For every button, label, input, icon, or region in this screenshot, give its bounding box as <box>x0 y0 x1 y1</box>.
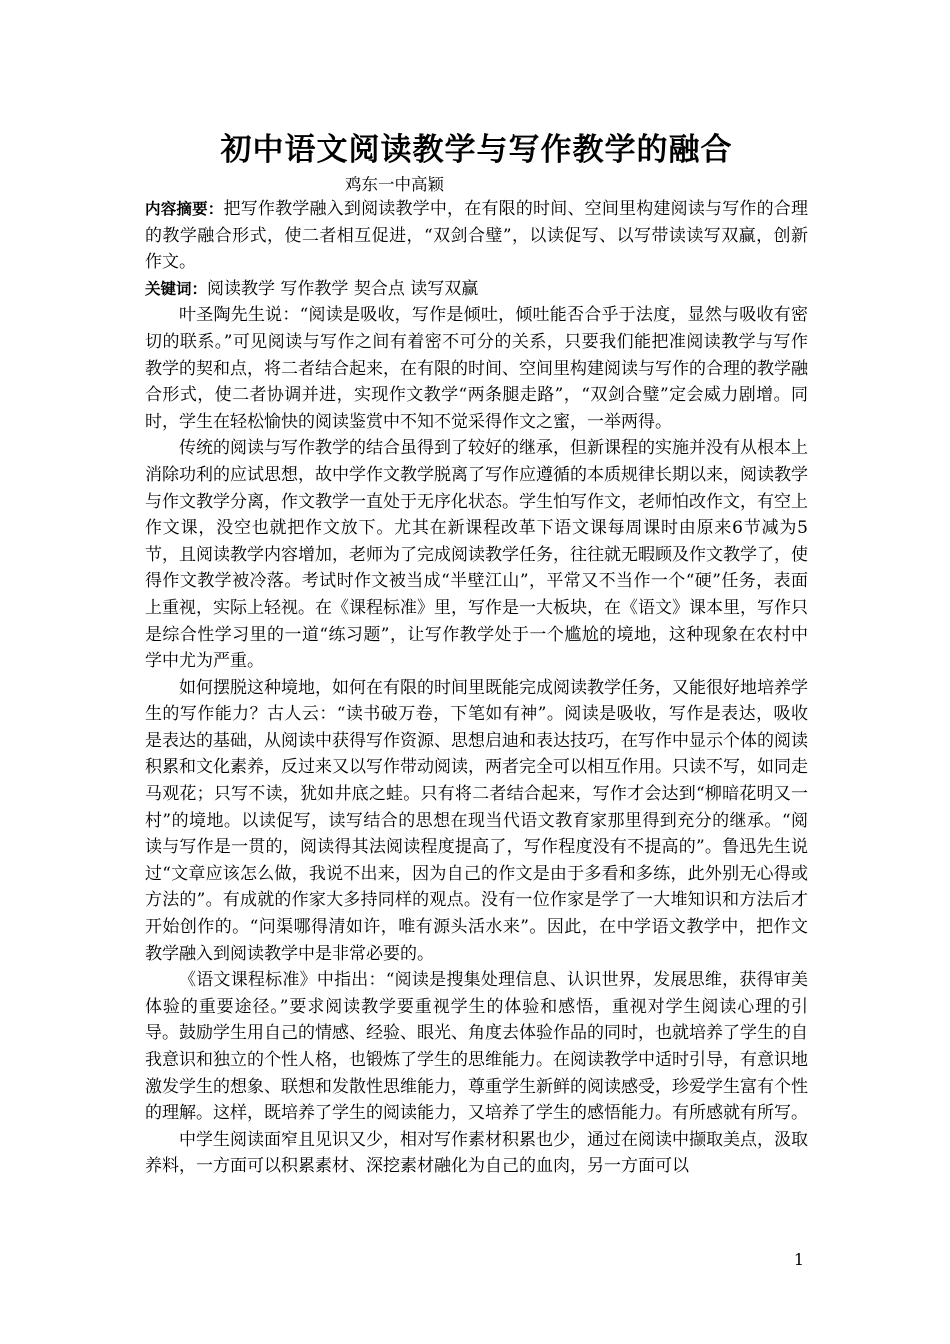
body-paragraph: 如何摆脱这种境地，如何在有限的时间里既能完成阅读教学任务，又能很好地培养学生的写作能力？古人云：“读书破万卷，下笔如有神”。阅读是吸收，写作是表达，吸收是表达的基础，从阅读中获得写作资源、思想启迪和表达技巧，在写作中显示个体的阅读积累和文化素养，反过来又以写作带动阅读，两者完全可以相互作用。只读不写，如同走马观花；只写不读，犹如井底之蛙。只有将二者结合起来，写作才会达到“柳暗花明又一村”的境地。以读促写，读写结合的思想在现当代语文教育家那里得到充分的继承。“阅读与写作是一贯的，阅读得其法阅读程度提高了，写作程度没有不提高的”。鲁迅先生说过“文章应该怎么做，我说不出来，因为自己的作文是由于多看和多练，此外别无心得或方法的”。有成就的作家大多持同样的观点。没有一位作家是学了一大堆知识和方法后才开始创作的。“问渠哪得清如许，唯有源头活水来”。因此，在中学语文教学中，把作文教学融入到阅读教学中是非常必要的。 <box>145 677 808 964</box>
keywords-text: 阅读教学 写作教学 契合点 读写双赢 <box>207 278 479 299</box>
body-paragraph: 传统的阅读与写作教学的结合虽得到了较好的继承，但新课程的实施并没有从根本上消除功利的应试思想，故中学作文教学脱离了写作应遵循的本质规律长期以来，阅读教学与作文教学分离，作文教学一直处于无序化状态。学生怕写作文，老师怕改作文，有空上作文课，没空也就把作文放下。尤其在新课程改革下语文课每周课时由原来6节减为5节，且阅读教学内容增加，老师为了完成阅读教学任务，往往就无暇顾及作文教学了，使得作文教学被冷落。考试时作文被当成“半壁江山”，平常又不当作一个“硬”任务，表面上重视，实际上轻视。在《课程标准》里，写作是一大板块，在《语文》课本里，写作只是综合性学习里的一道“练习题”，让写作教学处于一个尴尬的境地，这种现象在农村中学中尤为严重。 <box>145 438 808 672</box>
body-paragraph: 《语文课程标准》中指出：“阅读是搜集处理信息、认识世界，发展思维，获得审美体验的重要途径。”要求阅读教学要重视学生的体验和感悟，重视对学生阅读心理的引导。鼓励学生用自己的情感、经验、眼光、角度去体验作品的同时，也就培养了学生的自我意识和独立的个性人格，也锻炼了学生的思维能力。在阅读教学中适时引导，有意识地激发学生的想象、联想和发散性思维能力，尊重学生新鲜的阅读感受，珍爱学生富有个性的理解。这样，既培养了学生的阅读能力，又培养了学生的感悟能力。有所感就有所写。 <box>145 970 808 1124</box>
abstract-paragraph <box>145 196 808 276</box>
abstract-label: 内容摘要： <box>145 200 224 218</box>
document-title: 初中语文阅读教学与写作教学的融合 <box>220 132 733 168</box>
page-number: 1 <box>793 1250 804 1269</box>
keywords-label: 关键词： <box>145 279 208 298</box>
body-paragraph: 中学生阅读面窄且见识又少，相对写作素材积累也少，通过在阅读中撷取美点，汲取养料，一方面可以积累素材、深挖素材融化为自己的血肉，另一方面可以 <box>145 1129 808 1177</box>
abstract-text: 把写作教学融入到阅读教学中，在有限的时间、空间里构建阅读与写作的合理的教学融合形式，使二者相互促进，“双剑合璧”，以读促写、以写带读读写双赢，创新作文。 <box>145 199 808 273</box>
body-paragraph: 叶圣陶先生说：“阅读是吸收，写作是倾吐，倾吐能否合乎于法度，显然与吸收有密切的联系。”可见阅读与写作之间有着密不可分的关系，只要我们能把准阅读教学与写作教学的契和点，将二者结合起来，在有限的时间、空间里构建阅读与写作的合理的教学融合形式，使二者协调并进，实现作文教学“两条腿走路”，“双剑合璧”定会威力剧增。同时，学生在轻松愉快的阅读鉴赏中不知不觉采得作文之蜜，一举两得。 <box>145 305 808 432</box>
keywords-paragraph <box>145 276 808 303</box>
document-author: 鸡东一中高颖 <box>345 175 444 194</box>
document-body <box>145 126 808 1180</box>
